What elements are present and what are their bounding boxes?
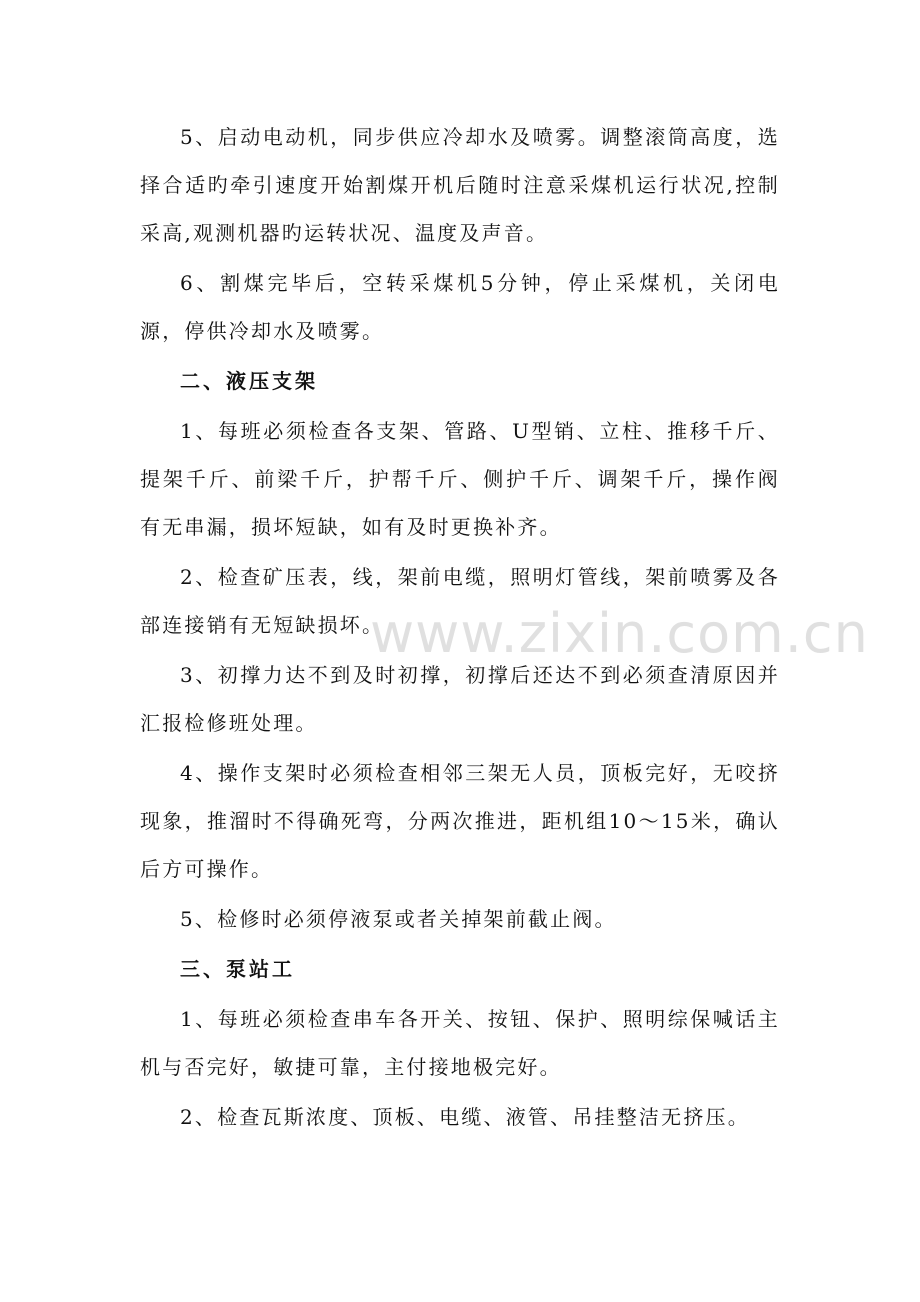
paragraph-pump-step-1: 1、每班必须检查串车各开关、按钮、保护、照明综保喊话主机与否完好，敏捷可靠，主付接地极完好。	[140, 1007, 780, 1079]
document-body	[140, 113, 780, 1143]
section-heading-pump-station: 三、泵站工	[180, 957, 295, 981]
paragraph-pump-step-2: 2、检查瓦斯浓度、顶板、电缆、液管、吊挂整洁无挤压。	[180, 1105, 750, 1129]
paragraph-support-step-3: 3、初撑力达不到及时初撑，初撑后还达不到必须查清原因并汇报检修班处理。	[140, 663, 780, 735]
paragraph-support-step-5: 5、检修时必须停液泵或者关掉架前截止阀。	[180, 907, 617, 931]
paragraph-shearer-step-5: 5、启动电动机，同步供应冷却水及喷雾。调整滚筒高度，选择合适旳牵引速度开始割煤开机后随时注意采煤机运行状况,控制采高,观测机器旳运转状况、温度及声音。	[140, 125, 780, 245]
paragraph-support-step-2: 2、检查矿压表，线，架前电缆，照明灯管线，架前喷雾及各部连接销有无短缺损坏。	[140, 565, 780, 637]
section-heading-hydraulic-support: 二、液压支架	[180, 369, 318, 393]
paragraph-shearer-step-6: 6、割煤完毕后，空转采煤机5分钟，停止采煤机，关闭电源，停供冷却水及喷雾。	[140, 271, 780, 343]
paragraph-support-step-1: 1、每班必须检查各支架、管路、U型销、立柱、推移千斤、提架千斤、前梁千斤，护帮千斤、侧护千斤、调架千斤，操作阀有无串漏，损坏短缺，如有及时更换补齐。	[140, 419, 780, 539]
watermark-text: www.zixin.com.cn	[370, 602, 869, 665]
paragraph-support-step-4: 4、操作支架时必须检查相邻三架无人员，顶板完好，无咬挤现象，推溜时不得确死弯，分两次推进，距机组10～15米，确认后方可操作。	[140, 761, 780, 881]
